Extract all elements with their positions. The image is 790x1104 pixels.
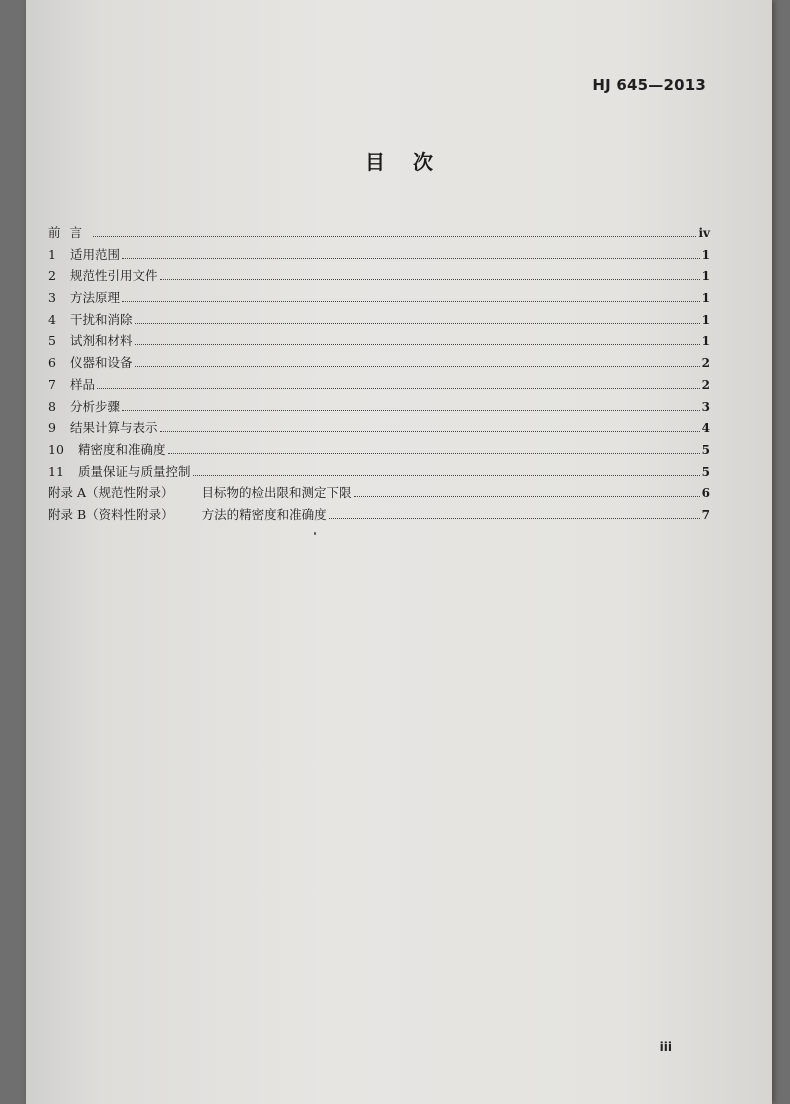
dot-leader: [97, 387, 700, 389]
dot-leader: [193, 474, 700, 476]
table-of-contents: [48, 223, 710, 527]
dot-leader: [160, 430, 700, 432]
toc-entry-page: 6: [701, 486, 710, 501]
toc-entry-number: 5: [48, 333, 56, 349]
toc-entry-label: 前言: [48, 225, 92, 240]
toc-entry-label: 方法的精密度和准确度: [201, 506, 327, 522]
toc-entry-3[interactable]: [48, 288, 710, 310]
toc-entry-appendix-b[interactable]: [48, 505, 710, 527]
toc-entry-label: 仪器和设备: [70, 355, 133, 371]
toc-entry-page: 5: [701, 442, 710, 457]
dot-leader: [329, 517, 700, 519]
toc-entry-number: 7: [48, 376, 56, 392]
dot-leader: [135, 365, 700, 367]
toc-entry-number: 附录 B（资料性附录）: [48, 506, 174, 522]
toc-entry-page: 4: [701, 421, 710, 436]
toc-entry-5[interactable]: [48, 331, 710, 353]
toc-entry-8[interactable]: [48, 397, 710, 419]
standard-code: HJ 645—2013: [592, 76, 706, 94]
dot-leader: [135, 322, 700, 324]
toc-entry-page: 3: [701, 399, 710, 414]
toc-entry-number: 9: [48, 420, 56, 436]
toc-entry-6[interactable]: [48, 353, 710, 375]
page-number: iii: [659, 1040, 672, 1054]
toc-entry-page: 1: [701, 247, 710, 262]
toc-entry-page: 7: [701, 507, 710, 522]
toc-entry-9[interactable]: [48, 418, 710, 440]
toc-entry-label: 规范性引用文件: [70, 268, 158, 284]
paper-speck: [314, 532, 316, 535]
toc-entry-label: 样品: [70, 376, 96, 392]
dot-leader: [135, 343, 700, 345]
toc-entry-label: 结果计算与表示: [70, 420, 158, 436]
toc-entry-number: 4: [48, 311, 56, 327]
toc-entry-foreword[interactable]: [48, 223, 710, 245]
toc-entry-label: 试剂和材料: [70, 333, 133, 349]
document-page: [26, 0, 772, 1104]
toc-entry-4[interactable]: [48, 310, 710, 332]
dot-leader: [354, 495, 700, 497]
toc-entry-label: 适用范围: [70, 246, 121, 262]
toc-entry-label: 分析步骤: [70, 398, 121, 414]
toc-entry-label: 目标物的检出限和测定下限: [201, 485, 352, 501]
toc-entry-page: 1: [701, 291, 710, 306]
toc-entry-page: 1: [701, 269, 710, 284]
dot-leader: [168, 452, 700, 454]
toc-entry-number: 3: [48, 290, 56, 306]
toc-entry-page: 1: [701, 312, 710, 327]
toc-entry-1[interactable]: [48, 245, 710, 267]
dot-leader: [93, 235, 696, 237]
toc-entry-number: 1: [48, 246, 56, 262]
toc-entry-page: 5: [701, 464, 710, 479]
toc-entry-page: iv: [698, 226, 710, 240]
toc-entry-appendix-a[interactable]: [48, 483, 710, 505]
page-title: 目次: [365, 150, 461, 174]
toc-entry-label: 干扰和消除: [70, 311, 133, 327]
dot-leader: [122, 257, 700, 259]
dot-leader: [160, 278, 700, 280]
toc-entry-2[interactable]: [48, 266, 710, 288]
toc-entry-number: 2: [48, 268, 56, 284]
toc-entry-number: 附录 A（规范性附录）: [48, 485, 174, 501]
toc-entry-number: 6: [48, 355, 56, 371]
toc-entry-number: 8: [48, 398, 56, 414]
toc-entry-page: 2: [701, 356, 710, 371]
dot-leader: [122, 300, 700, 302]
toc-entry-page: 1: [701, 334, 710, 349]
toc-entry-11[interactable]: [48, 462, 710, 484]
toc-entry-label: 方法原理: [70, 290, 121, 306]
toc-entry-number: 10: [48, 441, 64, 457]
toc-entry-page: 2: [701, 377, 710, 392]
toc-entry-label: 精密度和准确度: [78, 441, 166, 457]
toc-entry-7[interactable]: [48, 375, 710, 397]
toc-entry-number: 11: [48, 463, 64, 479]
dot-leader: [122, 409, 700, 411]
toc-entry-10[interactable]: [48, 440, 710, 462]
toc-entry-label: 质量保证与质量控制: [78, 463, 191, 479]
